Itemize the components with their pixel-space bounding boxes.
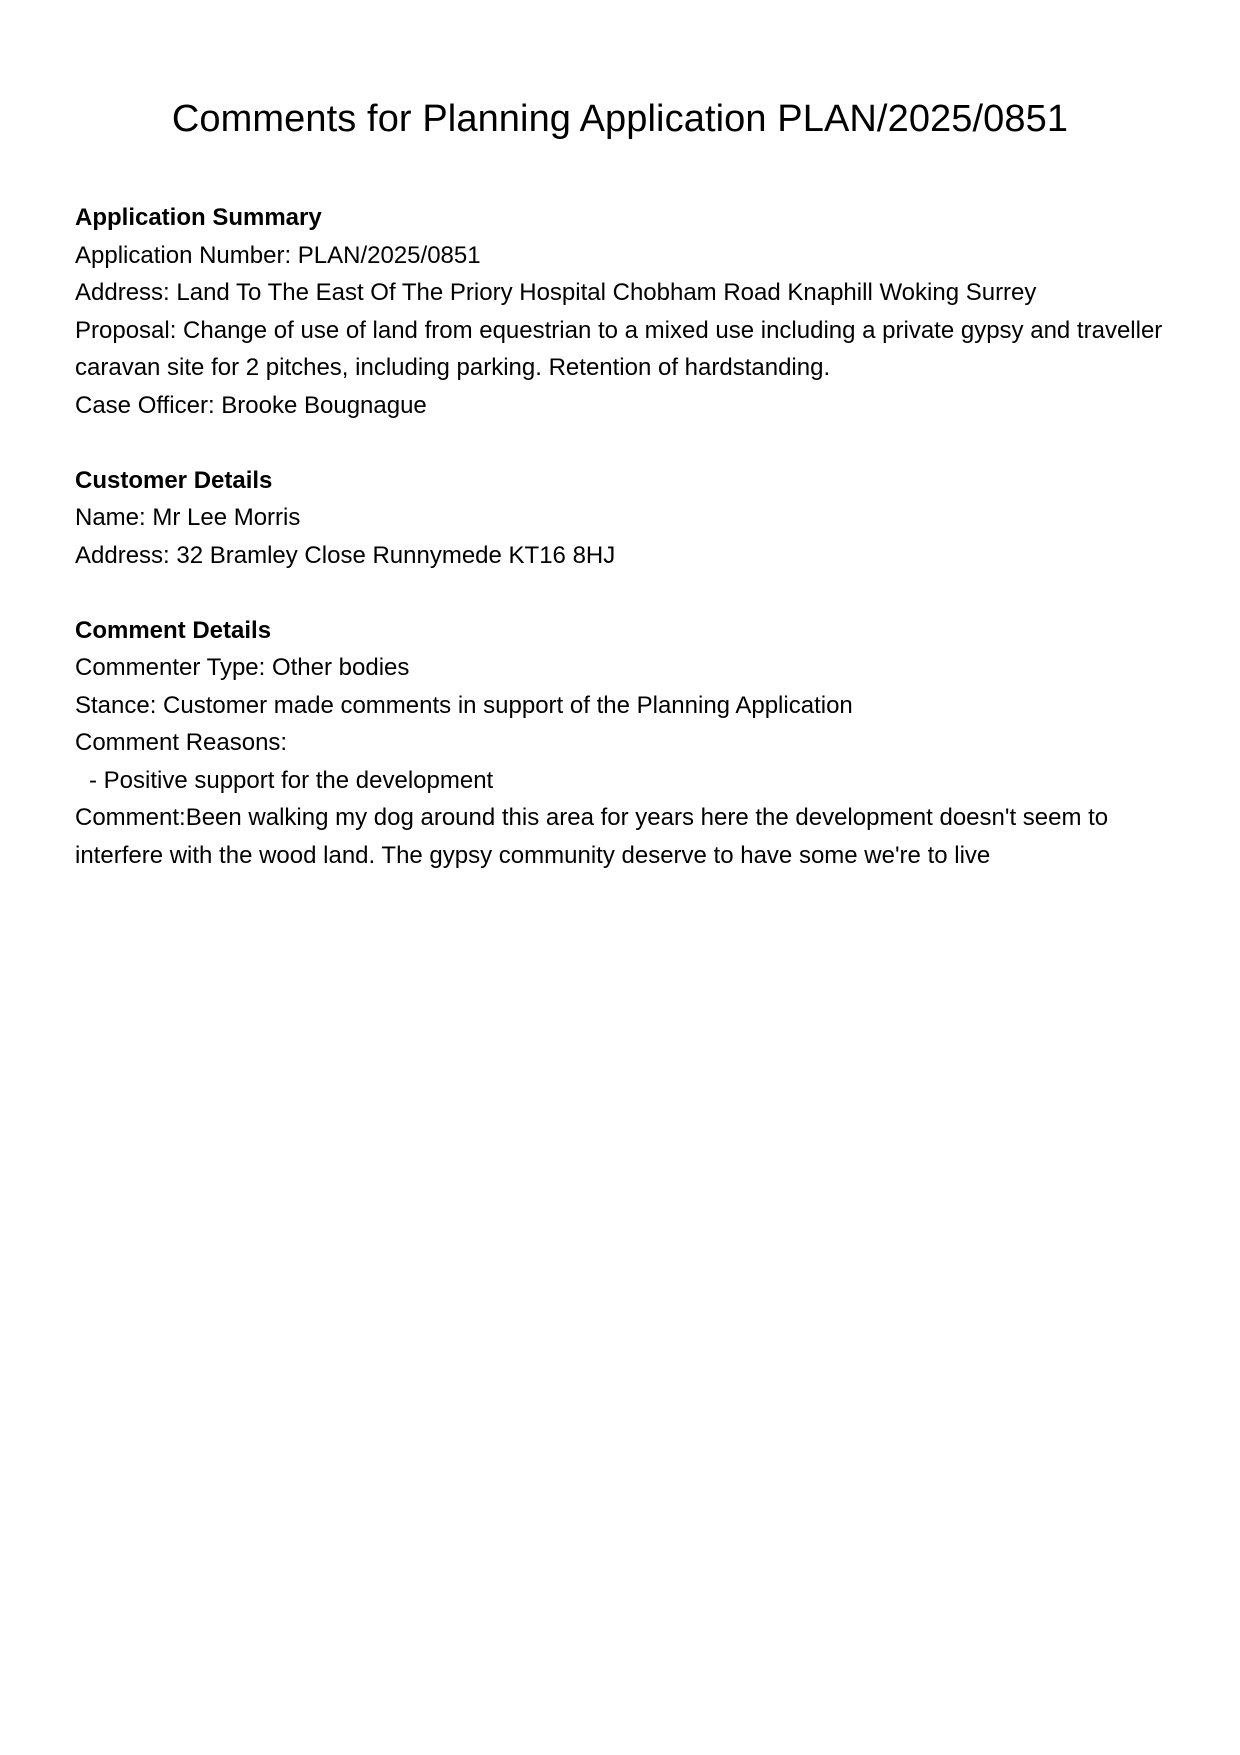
application-proposal: Proposal: Change of use of land from equestrian to a mixed use including a private gypsy and traveller caravan site for 2 pitches, including parking. Retention of hardstanding. [75, 316, 1163, 381]
customer-address: Address: 32 Bramley Close Runnymede KT16 8HJ [75, 541, 616, 569]
application-number: Application Number: PLAN/2025/0851 [75, 241, 481, 269]
comment-details-section [75, 612, 1175, 875]
comment-reason-item: - Positive support for the development [89, 766, 494, 794]
document-body [75, 199, 1175, 912]
customer-details-heading: Customer Details [75, 466, 273, 494]
application-summary-section [75, 199, 1175, 424]
comment-details-heading: Comment Details [75, 616, 272, 644]
commenter-type: Commenter Type: Other bodies [75, 654, 410, 681]
page-title: Comments for Planning Application PLAN/2025/0851 [171, 98, 1069, 140]
comment-reasons-label: Comment Reasons: [75, 729, 288, 756]
comment-stance: Stance: Customer made comments in support of the Planning Application [75, 691, 853, 719]
comment-text: Comment:Been walking my dog around this area for years here the development doesn't seem to interfere with the wood land. The gypsy community deserve to have some we're to live [75, 804, 1109, 869]
application-summary-heading: Application Summary [75, 204, 322, 231]
customer-name: Name: Mr Lee Morris [75, 504, 301, 531]
customer-details-section [75, 462, 1175, 575]
application-address: Address: Land To The East Of The Priory Hospital Chobham Road Knaphill Woking Surrey [75, 279, 1037, 306]
case-officer: Case Officer: Brooke Bougnague [75, 391, 427, 419]
